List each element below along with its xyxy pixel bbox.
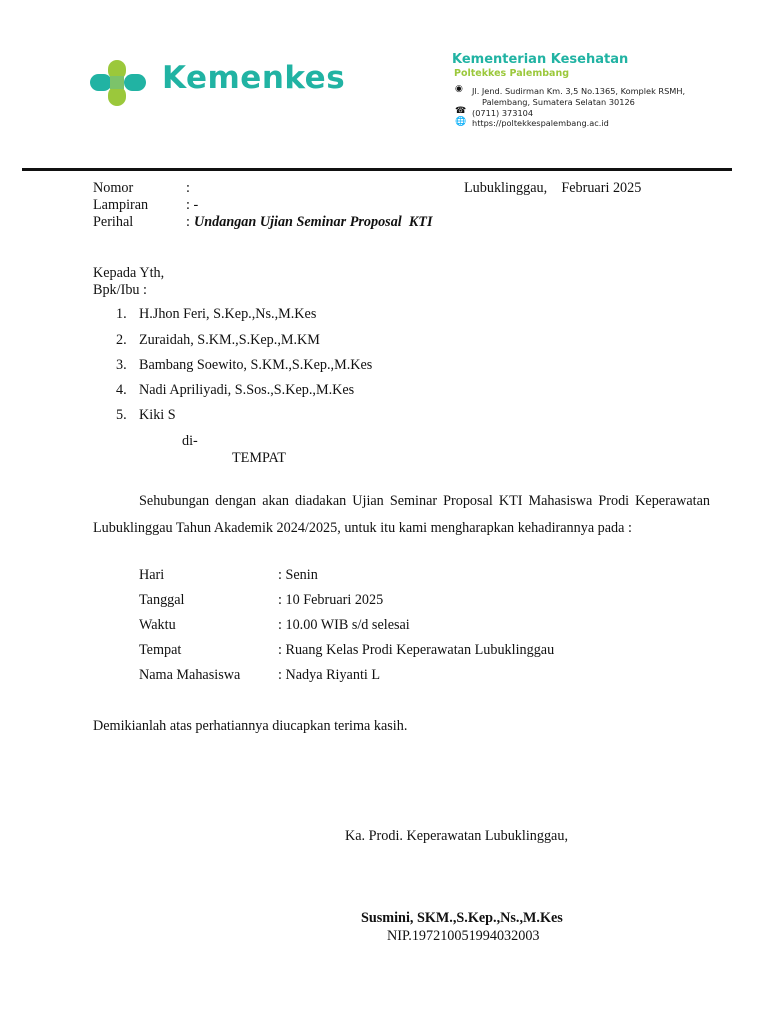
website-url: https://poltekkespalembang.ac.id — [472, 118, 609, 128]
signer-name: Susmini, SKM.,S.Kep.,Ns.,M.Kes — [361, 910, 563, 926]
detail-label: Nama Mahasiswa — [139, 667, 241, 683]
signer-nip: NIP.197210051994032003 — [387, 928, 540, 944]
nomor-label: Nomor — [93, 180, 134, 196]
recipient-number: 3. — [116, 357, 127, 373]
address-line-1: Jl. Jend. Sudirman Km. 3,5 No.1365, Komplek RSMH, — [472, 86, 686, 96]
institution-name: Poltekkes Palembang — [454, 68, 570, 79]
location-icon: ◉ — [455, 84, 463, 94]
address-line-2: Palembang, Sumatera Selatan 30126 — [482, 97, 635, 107]
di-label: di- — [182, 433, 198, 449]
recipient-number: 1. — [116, 306, 127, 322]
recipient-number: 2. — [116, 332, 127, 348]
detail-label: Waktu — [139, 617, 176, 633]
perihal-colon: : — [186, 214, 190, 230]
nomor-value: : — [186, 180, 190, 196]
header-divider — [22, 168, 732, 171]
logo-wordmark: Kemenkes — [162, 60, 346, 96]
recipient-name: Nadi Apriliyadi, S.Sos.,S.Kep.,M.Kes — [139, 382, 355, 398]
recipient-name: Kiki S — [139, 407, 176, 423]
recipient-name: Zuraidah, S.KM.,S.Kep.,M.KM — [139, 332, 320, 348]
detail-value: : 10 Februari 2025 — [278, 592, 384, 608]
detail-value: : Senin — [278, 567, 318, 583]
phone-icon: ☎ — [455, 106, 467, 116]
kepada: Kepada Yth, — [93, 265, 165, 281]
detail-label: Tempat — [139, 642, 182, 658]
recipient-name: H.Jhon Feri, S.Kep.,Ns.,M.Kes — [139, 306, 317, 322]
signer-title: Ka. Prodi. Keperawatan Lubuklinggau, — [345, 828, 568, 844]
detail-label: Hari — [139, 567, 165, 583]
lampiran-label: Lampiran — [93, 197, 149, 213]
bpk-ibu: Bpk/Ibu : — [93, 282, 147, 298]
perihal-label: Perihal — [93, 214, 134, 230]
closing-sentence: Demikianlah atas perhatiannya diucapkan terima kasih. — [93, 718, 408, 734]
phone-number: (0711) 373104 — [472, 108, 534, 118]
detail-label: Tanggal — [139, 592, 185, 608]
place-date: Lubuklinggau, Februari 2025 — [464, 180, 642, 196]
body-paragraph: Sehubungan dengan akan diadakan Ujian Seminar Proposal KTI Mahasiswa Prodi Keperawatan Lubuklinggau Tahun Akademik 2024/2025, untuk itu kami mengharapkan kehadirannya pada : — [93, 493, 710, 536]
recipient-number: 4. — [116, 382, 127, 398]
globe-icon: 🌐 — [455, 117, 467, 127]
recipient-name: Bambang Soewito, S.KM.,S.Kep.,M.Kes — [139, 357, 373, 373]
recipient-number: 5. — [116, 407, 127, 423]
detail-value: : Nadya Riyanti L — [278, 667, 381, 683]
detail-value: : 10.00 WIB s/d selesai — [278, 617, 410, 633]
detail-value: : Ruang Kelas Prodi Keperawatan Lubuklinggau — [278, 642, 555, 658]
lampiran-value: : - — [186, 197, 199, 213]
ministry-name: Kementerian Kesehatan — [452, 52, 629, 67]
perihal-value: Undangan Ujian Seminar Proposal KTI — [194, 214, 433, 230]
kemenkes-logo-icon — [88, 58, 150, 108]
tempat-label: TEMPAT — [232, 450, 286, 466]
